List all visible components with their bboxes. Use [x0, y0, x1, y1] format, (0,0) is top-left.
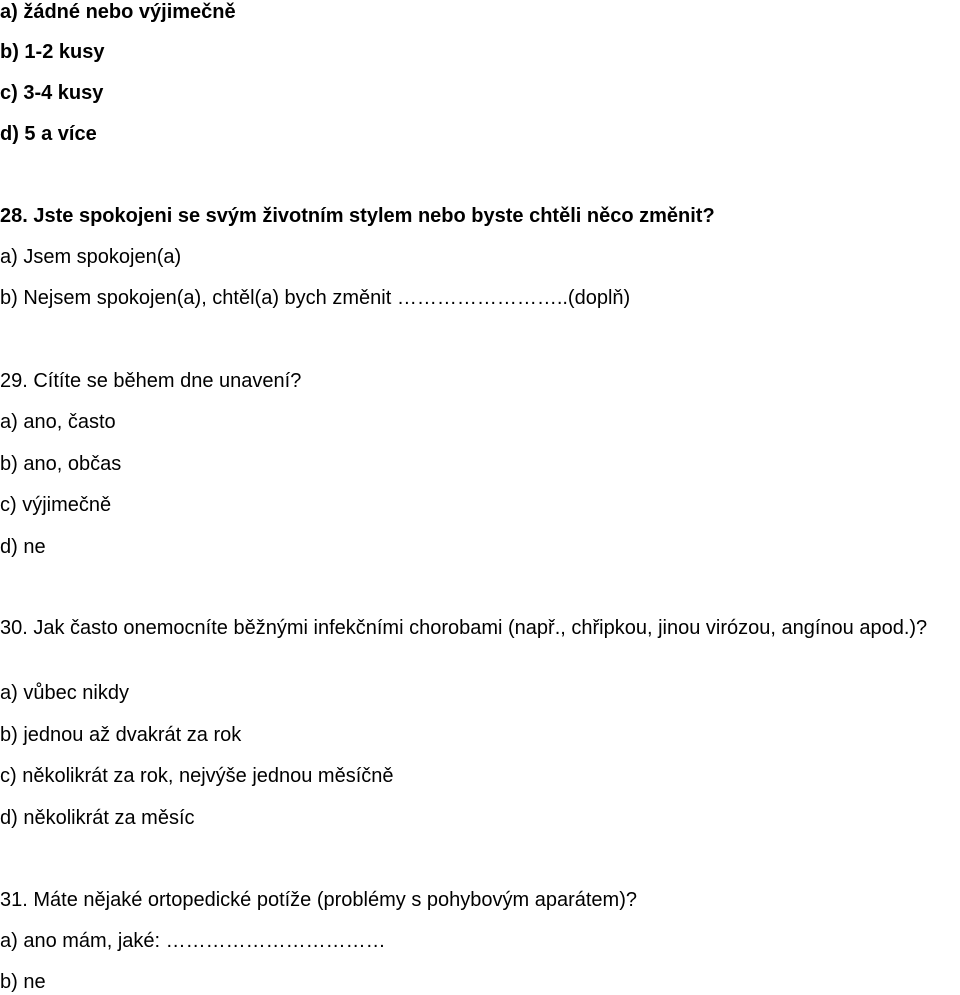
question-28: 28. Jste spokojeni se svým životním stylem nebo byste chtěli něco změnit? [0, 205, 715, 227]
option-28-b: b) Nejsem spokojen(a), chtěl(a) bych změnit ……………………..(doplň) [0, 287, 631, 309]
option-30-b: b) jednou až dvakrát za rok [0, 724, 242, 746]
option-28-a: a) Jsem spokojen(a) [0, 246, 182, 268]
option-30-a: a) vůbec nikdy [0, 682, 129, 704]
option-29-c: c) výjimečně [0, 494, 112, 516]
option-prev-c: c) 3-4 kusy [0, 82, 104, 104]
option-30-c: c) několikrát za rok, nejvýše jednou měsíčně [0, 765, 394, 787]
question-30: 30. Jak často onemocníte běžnými infekčními chorobami (např., chřipkou, jinou virózou, angínou apod.)? [0, 617, 928, 639]
question-29: 29. Cítíte se během dne unavení? [0, 370, 302, 392]
option-31-b: b) ne [0, 971, 46, 993]
option-30-d: d) několikrát za měsíc [0, 807, 195, 829]
option-31-a: a) ano mám, jaké: …………………………… [0, 930, 386, 952]
option-prev-b: b) 1-2 kusy [0, 41, 105, 63]
option-29-a: a) ano, často [0, 411, 116, 433]
option-29-b: b) ano, občas [0, 453, 122, 475]
option-29-d: d) ne [0, 536, 46, 558]
option-prev-d: d) 5 a více [0, 123, 97, 145]
option-prev-a: a) žádné nebo výjimečně [0, 1, 236, 23]
question-31: 31. Máte nějaké ortopedické potíže (problémy s pohybovým aparátem)? [0, 889, 638, 911]
